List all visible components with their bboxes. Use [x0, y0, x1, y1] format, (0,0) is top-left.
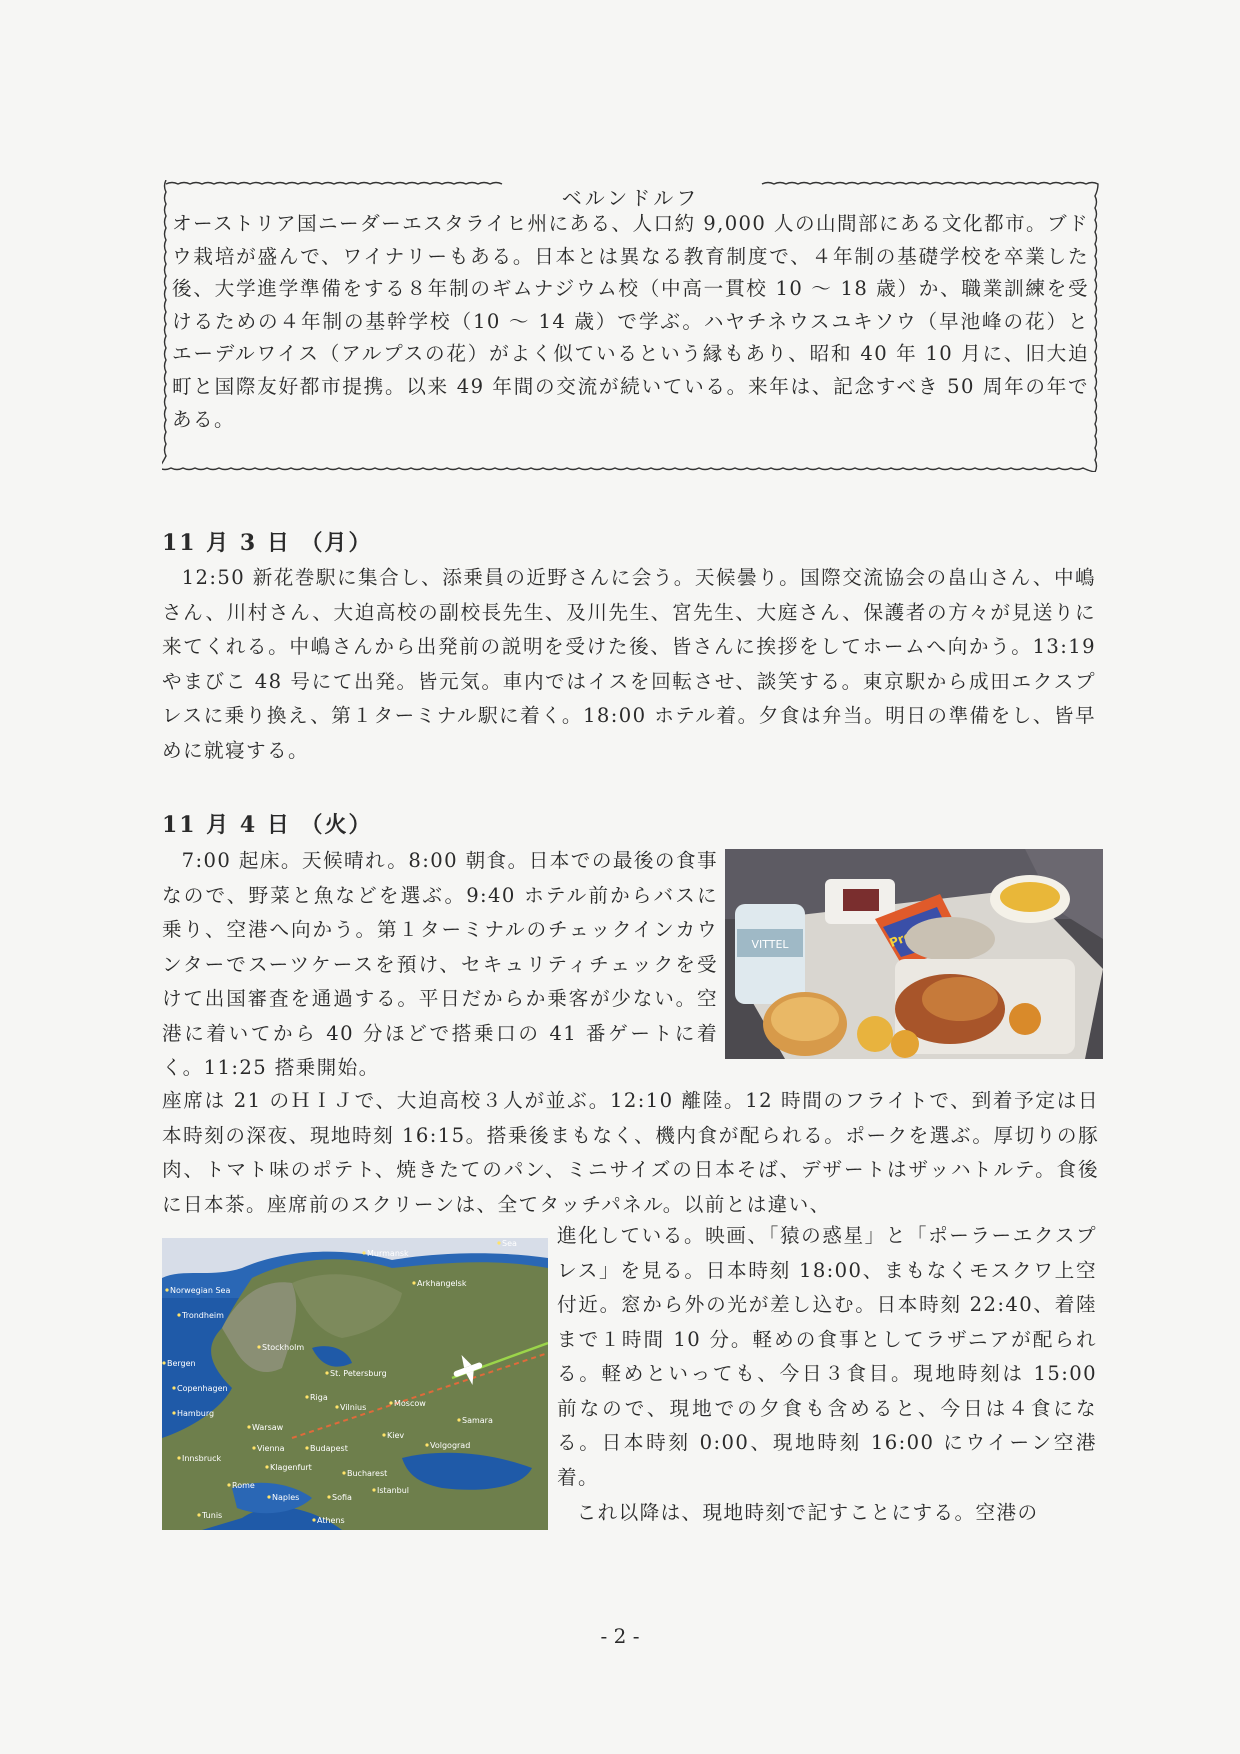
map-place-label: Kiev: [387, 1431, 405, 1440]
map-place-label: Vienna: [257, 1444, 285, 1453]
map-city-dot: [342, 1471, 345, 1474]
map-place-label: Stockholm: [262, 1343, 305, 1352]
map-city-dot: [372, 1488, 375, 1491]
map-place-label: Samara: [462, 1416, 493, 1425]
day1-heading: 11 月 3 日 （月）: [162, 530, 373, 556]
map-place-label: Moscow: [394, 1399, 426, 1408]
bottle-label: VITTEL: [751, 938, 789, 951]
map-city-dot: [172, 1386, 175, 1389]
map-place-label: Trondheim: [182, 1311, 224, 1320]
info-box: [162, 180, 1099, 472]
page-number: - 2 -: [600, 1624, 640, 1648]
map-city-dot: [172, 1411, 175, 1414]
map-city-dot: [497, 1241, 500, 1244]
map-place-label: Naples: [272, 1493, 300, 1502]
map-place-label: Hamburg: [177, 1409, 215, 1418]
map-place-label: Sofia: [332, 1493, 352, 1502]
day1-text: 12:50 新花巻駅に集合し、添乗員の近野さんに会う。天候曇り。国際交流協会の畠山さん、中嶋さん、川村さん、大迫高校の副校長先生、及川先生、宮先生、大庭さん、保護者の方々が見送りに来てくれる。中嶋さんから出発前の説明を受けた後、皆さんに挨拶をしてホームへ向かう。13:19 やまびこ 48 号にて出発。皆元気。車内ではイスを回転させ、談笑する。東京駅から成田エクスプレスに乗り換え、第１ターミナル駅に着く。18:00 ホテル着。夕食は弁当。明日の準備をし、皆早めに就寝する。: [162, 566, 1096, 762]
meal-photo-illustration: [725, 849, 1103, 1059]
map-place-label: St. Petersburg: [330, 1369, 387, 1378]
map-place-label: Volgograd: [430, 1441, 471, 1450]
map-city-dot: [457, 1418, 460, 1421]
in-flight-meal-photo: [725, 849, 1103, 1059]
map-place-label: Innsbruck: [182, 1454, 222, 1463]
map-place-label: Klagenfurt: [270, 1463, 312, 1472]
map-city-dot: [425, 1443, 428, 1446]
map-city-dot: [227, 1483, 230, 1486]
map-city-dot: [165, 1288, 168, 1291]
map-place-label: Murmansk: [367, 1249, 409, 1258]
map-place-label: Bucharest: [347, 1469, 388, 1478]
info-box-title: ベルンドルフ: [162, 182, 1099, 211]
map-place-label: Athens: [317, 1516, 345, 1525]
info-box-text: オーストリア国ニーダーエスタライヒ州にある、人口約 9,000 人の山間部にある文化都市。ブドウ栽培が盛んで、ワイナリーもある。日本とは異なる教育制度で、４年制の基礎学校を卒業した後、大学進学準備をする８年制のギムナジウム校（中高一貫校 10 ～ 18 歳）か、職業訓練を受けるための４年制の基幹学校（10 ～ 14 歳）で学ぶ。ハヤチネウスユキソウ（早池峰の花）とエーデルワイス（アルプスの花）がよく似ているという縁もあり、昭和 40 年 10 月に、旧大迫町と国際友好都市提携。以来 49 年間の交流が続いている。来年は、記念すべき 50 周年の年である。: [172, 212, 1089, 431]
map-place-label: Budapest: [310, 1444, 348, 1453]
day2-text-last: これ以降は、現地時刻で記すことにする。空港の: [576, 1501, 1039, 1524]
map-place-label: Sea: [502, 1239, 517, 1248]
map-city-dot: [325, 1371, 328, 1374]
map-place-label: Arkhangelsk: [417, 1279, 467, 1288]
day2-text-beside-map: 進化している。映画、「猿の惑星」と「ポーラーエクスプレス」を見る。日本時刻 18:00、まもなくモスクワ上空付近。窓から外の光が差し込む。日本時刻 22:40、着陸まで１時間 10 分。軽めの食事としてラザニアが配られる。軽めといっても、今日３食目。現地時刻は 15:00 前なので、現地での夕食も含めると、今日は４食になる。日本時刻 0:00、現地時刻 16:00 にウイーン空港着。: [557, 1224, 1097, 1489]
map-city-dot: [382, 1433, 385, 1436]
map-city-dot: [267, 1495, 270, 1498]
map-city-dot: [177, 1313, 180, 1316]
map-city-dot: [247, 1425, 250, 1428]
map-place-label: Vilnius: [340, 1403, 367, 1412]
europe-map-illustration: [162, 1238, 548, 1530]
map-place-label: Norwegian Sea: [170, 1286, 231, 1295]
map-city-dot: [305, 1446, 308, 1449]
map-place-label: Rome: [232, 1481, 255, 1490]
map-city-dot: [335, 1405, 338, 1408]
map-place-label: Tunis: [202, 1511, 223, 1520]
day2-heading: 11 月 4 日 （火）: [162, 812, 373, 838]
map-place-label: Copenhagen: [177, 1384, 228, 1393]
map-city-dot: [197, 1513, 200, 1516]
flight-route-map-photo: [162, 1238, 548, 1530]
map-city-dot: [312, 1518, 315, 1521]
map-city-dot: [177, 1456, 180, 1459]
day2-text-intro: 7:00 起床。天候晴れ。8:00 朝食。日本での最後の食事なので、野菜と魚などを選ぶ。9:40 ホテル前からバスに乗り、空港へ向かう。第１ターミナルのチェックインカウンターでスーツケースを預け、セキュリティチェックを受けて出国審査を通過する。平日だからか乗客が少ない。空港に着いてから 40 分ほどで搭乗口の 41 番ゲートに着く。11:25 搭乗開始。: [162, 849, 718, 1079]
day2-text-flight: 座席は 21 のＨＩＪで、大迫高校３人が並ぶ。12:10 離陸。12 時間のフライトで、到着予定は日本時刻の深夜、現地時刻 16:15。搭乗後まもなく、機内食が配られる。ポークを選ぶ。厚切りの豚肉、トマト味のポテト、焼きたてのパン、ミニサイズの日本そば、デザートはザッハトルテ。食後に日本茶。座席前のスクリーンは、全てタッチパネル。以前とは違い、: [162, 1089, 1099, 1216]
map-city-dot: [252, 1446, 255, 1449]
map-place-label: Bergen: [167, 1359, 196, 1368]
map-place-label: Warsaw: [252, 1423, 284, 1432]
map-city-dot: [162, 1361, 165, 1364]
map-place-label: Istanbul: [377, 1486, 410, 1495]
map-place-label: Riga: [310, 1393, 328, 1402]
map-city-dot: [327, 1495, 330, 1498]
map-city-dot: [389, 1401, 392, 1404]
map-city-dot: [257, 1345, 260, 1348]
map-city-dot: [362, 1251, 365, 1254]
map-city-dot: [412, 1281, 415, 1284]
map-city-dot: [265, 1465, 268, 1468]
map-city-dot: [305, 1395, 308, 1398]
